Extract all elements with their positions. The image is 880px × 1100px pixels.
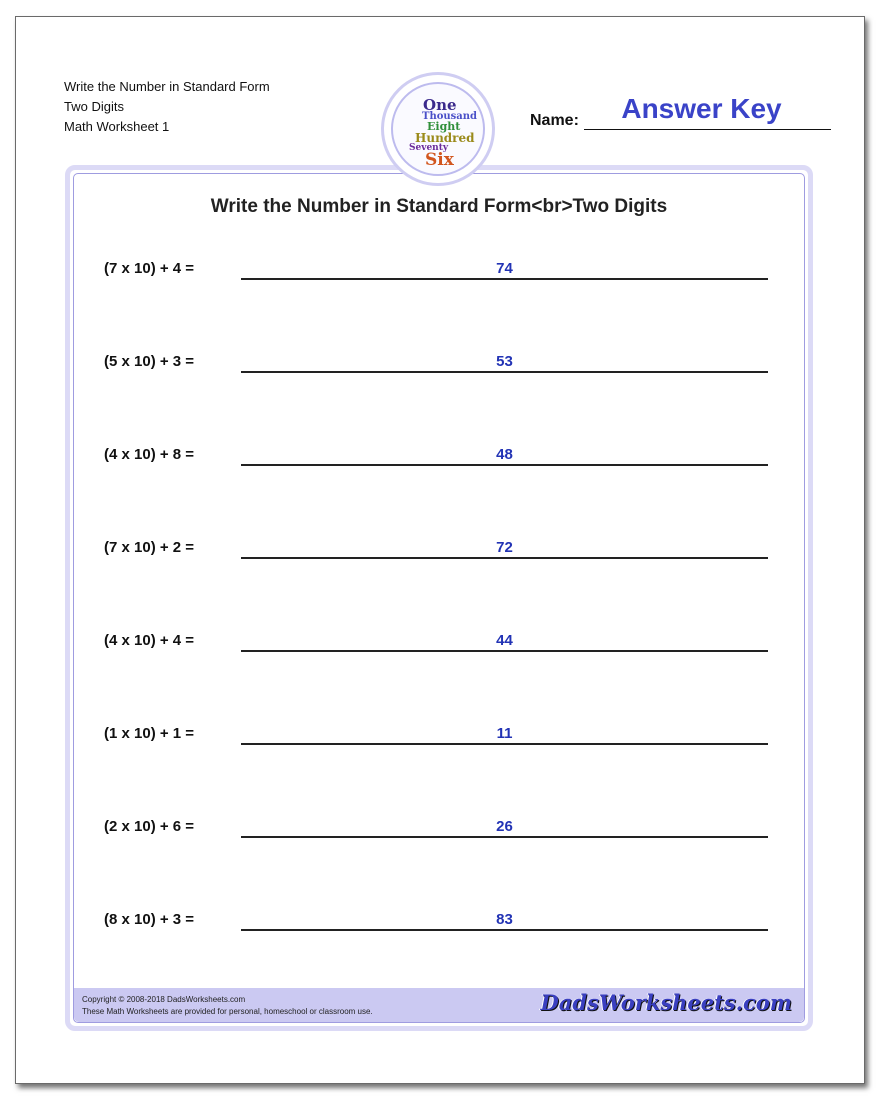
problem-expression: (7 x 10) + 2 = xyxy=(104,539,195,556)
problem-expression: (2 x 10) + 6 = xyxy=(104,818,195,835)
panel-title: Write the Number in Standard Form<br>Two Digits xyxy=(210,196,668,217)
answer-line xyxy=(241,836,768,838)
emblem-inner-ring xyxy=(391,82,485,176)
answer-line xyxy=(241,650,768,652)
copyright-text: Copyright © 2008-2018 DadsWorksheets.com xyxy=(82,995,246,1004)
problem-row xyxy=(74,353,804,383)
problem-row xyxy=(74,260,804,290)
problems-panel xyxy=(65,165,813,1031)
emblem-word: Six xyxy=(425,150,454,170)
problem-expression: (4 x 10) + 8 = xyxy=(104,446,195,463)
dadsworksheets-logo: DadsWorksheets.com xyxy=(540,990,792,1015)
emblem-word: One xyxy=(423,96,457,114)
problem-row xyxy=(74,632,804,662)
name-label: Name: xyxy=(530,112,579,129)
problem-answer: 48 xyxy=(496,446,513,463)
answer-line xyxy=(241,929,768,931)
problem-answer: 44 xyxy=(496,632,513,649)
number-words-emblem xyxy=(381,72,495,186)
answer-line xyxy=(241,557,768,559)
header-worksheet-number: Math Worksheet 1 xyxy=(64,119,170,134)
name-underline xyxy=(584,129,831,130)
problem-answer: 53 xyxy=(496,353,513,370)
problem-row xyxy=(74,818,804,848)
usage-notice: These Math Worksheets are provided for personal, homeschool or classroom use. xyxy=(82,1007,373,1016)
answer-line xyxy=(241,464,768,466)
emblem-word: Eight xyxy=(427,120,461,133)
answer-key-text: Answer Key xyxy=(621,93,782,124)
footer-text xyxy=(82,994,373,1018)
worksheet-header xyxy=(64,77,270,137)
problem-answer: 74 xyxy=(496,260,513,277)
header-subtitle: Two Digits xyxy=(64,99,124,114)
worksheet-footer xyxy=(74,988,804,1022)
problem-expression: (4 x 10) + 4 = xyxy=(104,632,195,649)
problem-expression: (8 x 10) + 3 = xyxy=(104,911,195,928)
problem-expression: (7 x 10) + 4 = xyxy=(104,260,195,277)
emblem-word: Seventy xyxy=(409,143,449,153)
problems-panel-inner xyxy=(73,173,805,1023)
problem-answer: 26 xyxy=(496,818,513,835)
emblem-word: Thousand xyxy=(422,111,478,122)
answer-line xyxy=(241,278,768,280)
problem-row xyxy=(74,725,804,755)
problem-row xyxy=(74,446,804,476)
problem-answer: 72 xyxy=(496,539,513,556)
problem-expression: (1 x 10) + 1 = xyxy=(104,725,195,742)
answer-line xyxy=(241,743,768,745)
problem-expression: (5 x 10) + 3 = xyxy=(104,353,195,370)
problem-row xyxy=(74,539,804,569)
problem-row xyxy=(74,911,804,941)
problem-answer: 83 xyxy=(496,911,513,928)
problem-answer: 11 xyxy=(496,725,513,742)
emblem-word: Hundred xyxy=(415,131,475,145)
answer-line xyxy=(241,371,768,373)
header-title: Write the Number in Standard Form xyxy=(64,79,270,94)
worksheet-page xyxy=(15,16,865,1084)
